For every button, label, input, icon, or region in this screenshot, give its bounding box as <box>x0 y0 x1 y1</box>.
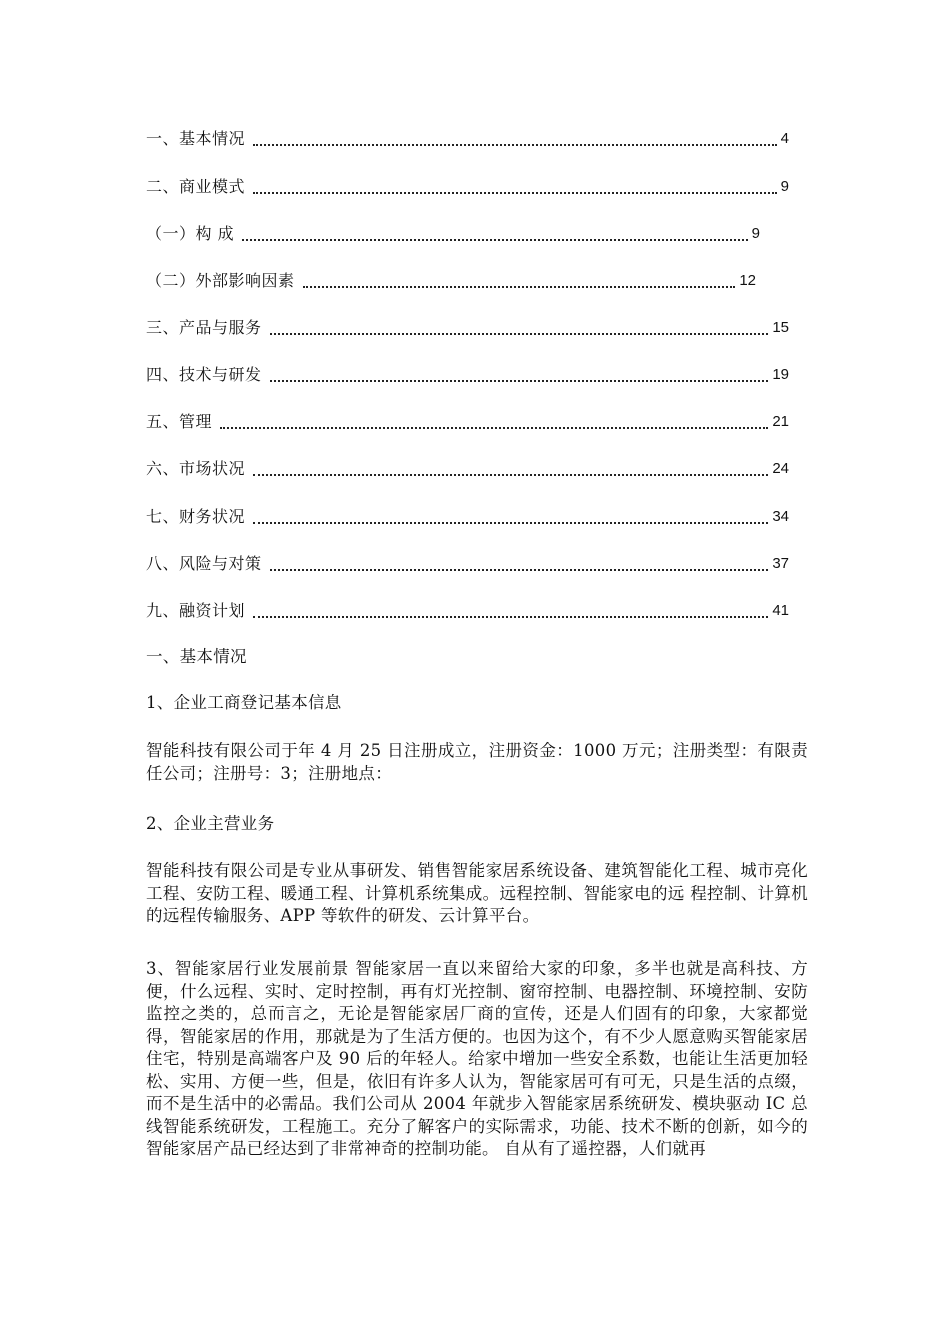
toc-leader-dots <box>253 508 768 524</box>
toc-entry[interactable] <box>146 410 789 432</box>
toc-leader-dots <box>253 130 777 146</box>
toc-entry-title: 三、产品与服务 <box>146 318 262 337</box>
paragraph-main-business: 智能科技有限公司是专业从事研发、销售智能家居系统设备、建筑智能化工程、城市亮化工程、安防工程、暖通工程、计算机系统集成。远程控制、智能家电的远 程控制、计算机的远程传输服务、APP 等软件的研发、云计算平台。 <box>146 861 808 925</box>
subsection-heading-main-business: 2、企业主营业务 <box>146 814 275 833</box>
toc-entry-title: 五、管理 <box>146 412 213 431</box>
toc-leader-dots <box>253 178 777 194</box>
toc-entry[interactable] <box>146 505 789 527</box>
toc-entry-title: 六、市场状况 <box>146 459 246 478</box>
toc-entry[interactable] <box>146 222 760 244</box>
toc-entry-title: 一、基本情况 <box>146 129 246 148</box>
toc-leader-dots <box>242 225 748 241</box>
toc-entry-page: 4 <box>780 130 789 147</box>
section-heading: 一、基本情况 <box>146 647 247 666</box>
toc-leader-dots <box>303 272 736 288</box>
toc-entry-page: 15 <box>772 319 789 336</box>
toc-entry-title: 九、融资计划 <box>146 601 246 620</box>
toc-entry-title: 八、风险与对策 <box>146 554 262 573</box>
toc-entry-page: 9 <box>780 178 789 195</box>
toc-entry-page: 12 <box>739 272 756 289</box>
toc-entry[interactable] <box>146 316 789 338</box>
toc-entry-title: （二）外部影响因素 <box>146 271 295 290</box>
toc-entry-page: 19 <box>772 366 789 383</box>
paragraph-industry-outlook: 3、智能家居行业发展前景 智能家居一直以来留给大家的印象，多半也就是高科技、方便，什么远程、实时、定时控制，再有灯光控制、窗帘控制、电器控制、环境控制、安防监控之类的，总而言之，无论是智能家居厂商的宣传，还是人们固有的印象，大家都觉得，智能家居的作用，那就是为了生活方便的。也因为这个，有不少人愿意购买智能家居住宅，特别是高端客户及 90 后的年轻人。给家中增加一些安全系数，也能让生活更加轻松、实用、方便一些，但是，依旧有许多人认为，智能家居可有可无，只是生活的点缀，而不是生活中的必需品。我们公司从 2004 年就步入智能家居系统研发、模块驱动 IC 总线智能系统研发，工程施工。充分了解客户的实际需求，功能、技术不断的创新，如今的智能家居产品已经达到了非常神奇的控制功能。 自从有了遥控器，人们就再 <box>146 959 808 1158</box>
toc-leader-dots <box>253 602 768 618</box>
toc-entry[interactable] <box>146 599 789 621</box>
toc-entry-title: 二、商业模式 <box>146 177 246 196</box>
toc-entry-page: 41 <box>772 602 789 619</box>
toc-entry[interactable] <box>146 175 789 197</box>
toc-entry[interactable] <box>146 269 756 291</box>
toc-leader-dots <box>220 413 768 429</box>
toc-entry-page: 9 <box>751 225 760 242</box>
toc-leader-dots <box>270 555 769 571</box>
toc-entry-page: 37 <box>772 555 789 572</box>
toc-leader-dots <box>253 460 768 476</box>
toc-entry[interactable] <box>146 363 789 385</box>
toc-entry-page: 34 <box>772 508 789 525</box>
toc-entry-title: 七、财务状况 <box>146 507 246 526</box>
toc-entry-title: （一）构 成 <box>146 224 235 243</box>
toc-entry[interactable] <box>146 552 789 574</box>
toc-entry[interactable] <box>146 127 789 149</box>
toc-leader-dots <box>270 366 769 382</box>
toc-entry-title: 四、技术与研发 <box>146 365 262 384</box>
paragraph-registration-info: 智能科技有限公司于年 4 月 25 日注册成立，注册资金：1000 万元；注册类型：有限责任公司；注册号：3；注册地点： <box>146 741 808 783</box>
toc-entry-page: 21 <box>772 413 789 430</box>
toc-entry-page: 24 <box>772 460 789 477</box>
toc-entry[interactable] <box>146 457 789 479</box>
toc-leader-dots <box>270 319 769 335</box>
subsection-heading-registration: 1、企业工商登记基本信息 <box>146 693 342 712</box>
